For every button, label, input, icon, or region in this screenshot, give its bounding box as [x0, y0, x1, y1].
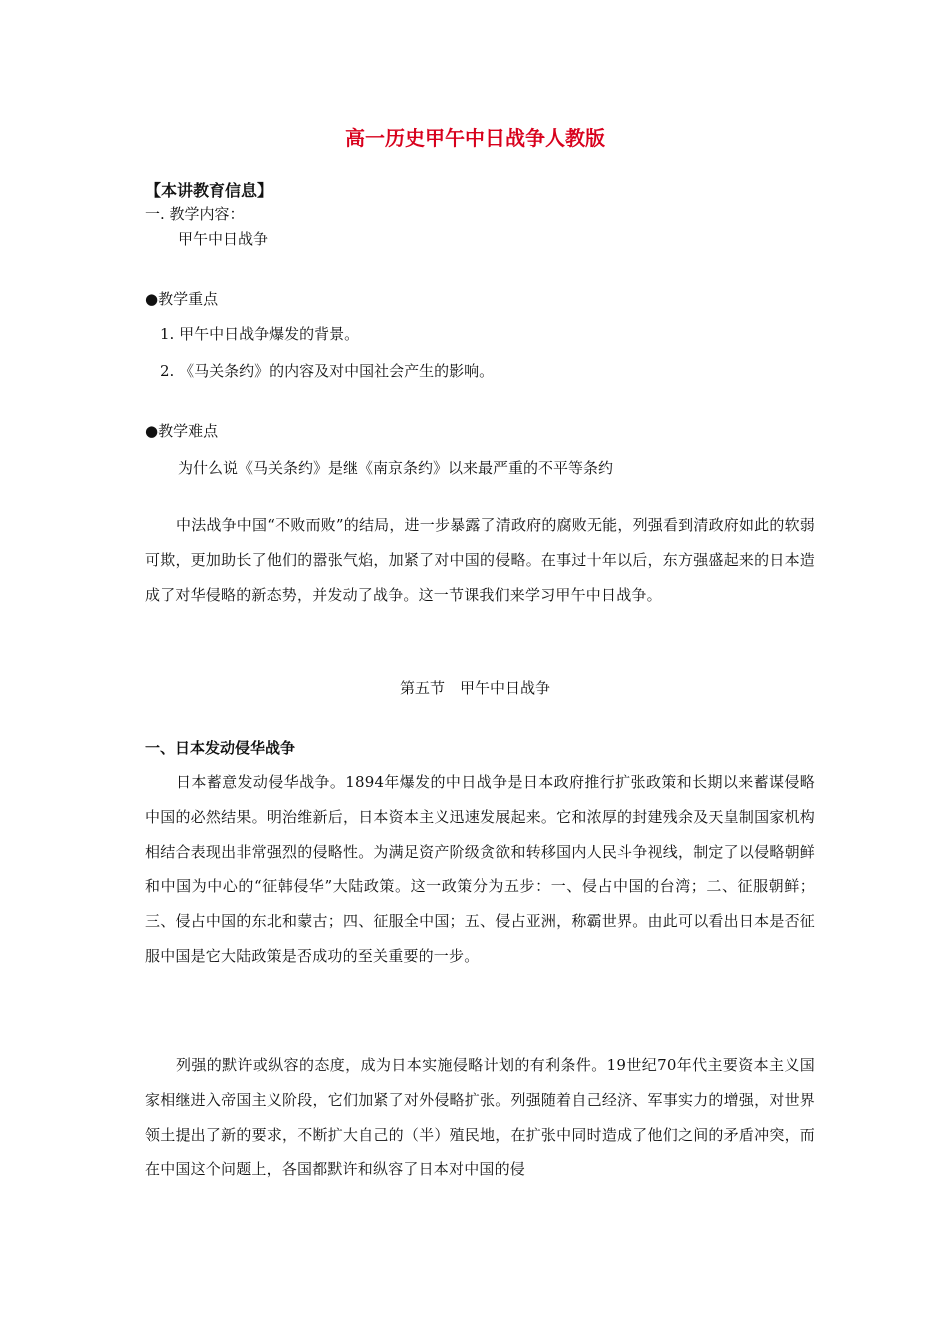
body-paragraph: 日本蓄意发动侵华战争。1894年爆发的中日战争是日本政府推行扩张政策和长期以来蓄谋侵略中国的必然结果。明治维新后，日本资本主义迅速发展起来。它和浓厚的封建残余及天皇制国家机构相结合表现出非常强烈的侵略性。为满足资产阶级贪欲和转移国内人民斗争视线，制定了以侵略朝鲜和中国为中心的“征韩侵华”大陆政策。这一政策分为五步：一、侵占中国的台湾；二、征服朝鲜；三、侵占中国的东北和蒙古；四、征服全中国；五、侵占亚洲，称霸世界。由此可以看出日本是否征服中国是它大陆政策是否成功的至关重要的一步。	[145, 773, 815, 965]
document-title: 高一历史甲午中日战争人教版	[345, 126, 605, 150]
difficulties-text: 为什么说《马关条约》是继《南京条约》以来最严重的不平等条约	[178, 459, 614, 477]
key-point-item: 1. 甲午中日战争爆发的背景。	[160, 325, 360, 343]
content-label: 一. 教学内容：	[145, 205, 245, 223]
body-paragraph: 列强的默许或纵容的态度，成为日本实施侵略计划的有利条件。19世纪70年代主要资本主义国家相继进入帝国主义阶段，它们加紧了对外侵略扩张。列强随着自己经济、军事实力的增强，对世界领土提出了新的要求，不断扩大自己的（半）殖民地，在扩张中同时造成了他们之间的矛盾冲突，而在中国这个问题上，各国都默许和纵容了日本对中国的侵	[145, 1056, 815, 1179]
key-points-label: ●教学重点	[145, 290, 219, 308]
difficulties-label: ●教学难点	[145, 422, 219, 440]
key-point-item: 2. 《马关条约》的内容及对中国社会产生的影响。	[160, 362, 495, 380]
content-value: 甲午中日战争	[178, 230, 269, 248]
part1-heading: 一、日本发动侵华战争	[145, 739, 296, 757]
intro-paragraph: 中法战争中国“不败而败”的结局，进一步暴露了清政府的腐败无能，列强看到清政府如此的软弱可欺，更加助长了他们的嚣张气焰，加紧了对中国的侵略。在事过十年以后，东方强盛起来的日本造成了对华侵略的新态势，并发动了战争。这一节课我们来学习甲午中日战争。	[145, 516, 815, 604]
info-header: 【本讲教育信息】	[145, 181, 274, 200]
section-title: 第五节 甲午中日战争	[399, 679, 550, 697]
